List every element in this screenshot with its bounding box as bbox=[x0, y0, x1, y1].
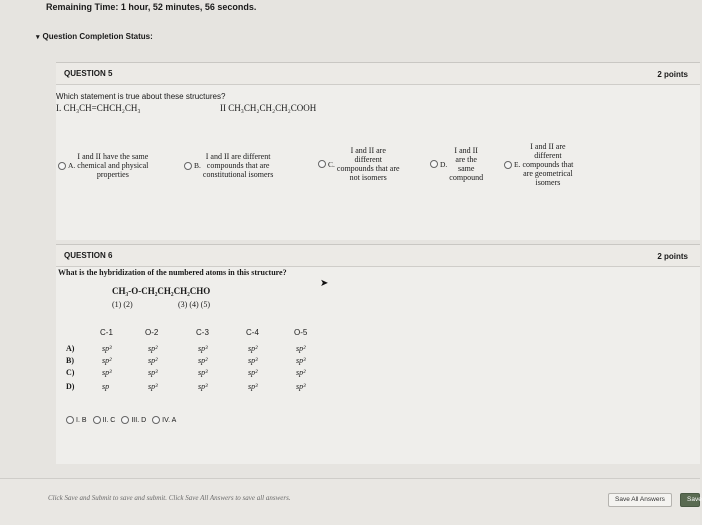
cell-c-4: sp² bbox=[248, 368, 258, 377]
option-d-line3: same bbox=[457, 164, 475, 173]
radio-c[interactable] bbox=[318, 160, 326, 168]
option-b-line1: I and II are different bbox=[205, 152, 271, 161]
radio-ii[interactable] bbox=[93, 416, 101, 424]
question-completion-status[interactable] bbox=[36, 32, 153, 41]
option-a[interactable] bbox=[58, 152, 148, 179]
cell-a-5: sp² bbox=[296, 344, 306, 353]
question-6 bbox=[56, 244, 700, 464]
completion-label: Question Completion Status: bbox=[42, 32, 153, 41]
question-5-header bbox=[56, 63, 700, 85]
structure-1: I. CH₃CH=CHCH₂CH₃ bbox=[56, 103, 141, 113]
radio-d[interactable] bbox=[430, 160, 438, 168]
option-c-line4: not isomers bbox=[349, 173, 387, 182]
radio-iii[interactable] bbox=[121, 416, 129, 424]
option-c-line3: compounds that are bbox=[336, 164, 400, 173]
cell-d-4: sp³ bbox=[248, 382, 258, 391]
option-d-line1: I and II bbox=[454, 146, 478, 155]
option-iii[interactable] bbox=[121, 416, 146, 424]
cell-d-2: sp³ bbox=[148, 382, 158, 391]
question-5-points: 2 points bbox=[657, 70, 688, 79]
cell-c-2: sp³ bbox=[148, 368, 158, 377]
row-b-label: B) bbox=[66, 356, 74, 365]
option-b[interactable] bbox=[184, 152, 273, 179]
remaining-time: Remaining Time: 1 hour, 52 minutes, 56 seconds. bbox=[46, 2, 257, 12]
cell-a-4: sp² bbox=[248, 344, 258, 353]
option-i-label: I. B bbox=[76, 416, 87, 424]
option-e-letter: E. bbox=[514, 160, 521, 169]
cell-b-5: sp³ bbox=[296, 356, 306, 365]
option-b-line2: compounds that are bbox=[206, 161, 270, 170]
option-c-line1: I and II are bbox=[350, 146, 386, 155]
footer bbox=[0, 478, 700, 525]
cell-d-5: sp³ bbox=[296, 382, 306, 391]
option-b-line3: constitutional isomers bbox=[202, 170, 274, 179]
radio-a[interactable] bbox=[58, 162, 66, 170]
question-5-number: QUESTION 5 bbox=[64, 69, 113, 78]
question-5-prompt: Which statement is true about these structures? bbox=[56, 92, 226, 101]
question-6-options bbox=[66, 416, 182, 424]
option-iv[interactable] bbox=[152, 416, 176, 424]
option-e[interactable] bbox=[504, 142, 573, 187]
option-d-line4: compound bbox=[449, 173, 484, 182]
cell-c-3: sp³ bbox=[198, 368, 208, 377]
option-a-line1: I and II have the same bbox=[77, 152, 149, 161]
question-6-number: QUESTION 6 bbox=[64, 251, 113, 260]
col-o2: O-2 bbox=[145, 328, 159, 337]
cell-d-3: sp³ bbox=[198, 382, 208, 391]
option-c[interactable] bbox=[318, 146, 400, 182]
option-e-line1: I and II are bbox=[530, 142, 566, 151]
atom-numbers-left: (1) (2) bbox=[112, 300, 133, 309]
cell-b-4: sp³ bbox=[248, 356, 258, 365]
option-d-line2: are the bbox=[455, 155, 477, 164]
option-ii[interactable] bbox=[93, 416, 116, 424]
mouse-cursor-icon: ➤ bbox=[320, 278, 329, 289]
option-a-line2: chemical and physical bbox=[77, 161, 149, 170]
option-d[interactable] bbox=[430, 146, 483, 182]
col-c3: C-3 bbox=[196, 328, 209, 337]
col-c1: C-1 bbox=[100, 328, 113, 337]
cell-a-1: sp³ bbox=[102, 344, 112, 353]
option-a-letter: A. bbox=[68, 161, 76, 170]
save-all-answers-button[interactable]: Save All Answers bbox=[608, 493, 672, 507]
option-e-line4: are geometrical bbox=[523, 169, 573, 178]
option-c-letter: C. bbox=[328, 159, 335, 169]
cell-a-3: sp³ bbox=[198, 344, 208, 353]
footer-note: Click Save and Submit to save and submit. Click Save All Answers to save all answers. bbox=[48, 494, 291, 502]
question-6-header bbox=[56, 245, 700, 267]
col-c4: C-4 bbox=[246, 328, 259, 337]
cell-c-1: sp³ bbox=[102, 368, 112, 377]
option-e-line3: compounds that bbox=[522, 160, 574, 169]
save-and-submit-button[interactable]: Save bbox=[680, 493, 700, 507]
option-d-letter: D. bbox=[440, 159, 448, 169]
col-o5: O-5 bbox=[294, 328, 308, 337]
option-b-letter: B. bbox=[194, 161, 201, 170]
option-c-line2: different bbox=[354, 155, 382, 164]
cell-d-1: sp bbox=[102, 382, 110, 391]
question-6-points: 2 points bbox=[657, 252, 688, 261]
option-e-line2: different bbox=[534, 151, 562, 160]
cell-a-2: sp² bbox=[148, 344, 158, 353]
row-d-label: D) bbox=[66, 382, 75, 391]
row-c-label: C) bbox=[66, 368, 75, 377]
cell-b-2: sp² bbox=[148, 356, 158, 365]
option-iii-label: III. D bbox=[131, 416, 147, 424]
option-a-line3: properties bbox=[96, 170, 129, 179]
structure-2: II CH₃CH₂CH₂CH₂COOH bbox=[220, 103, 317, 113]
row-a-label: A) bbox=[66, 344, 75, 353]
cell-c-5: sp² bbox=[296, 368, 306, 377]
radio-e[interactable] bbox=[504, 161, 512, 169]
question-6-prompt: What is the hybridization of the numbered atoms in this structure? bbox=[58, 268, 287, 277]
atom-numbers-right: (3) (4) (5) bbox=[178, 300, 210, 309]
radio-b[interactable] bbox=[184, 162, 192, 170]
radio-i[interactable] bbox=[66, 416, 74, 424]
option-ii-label: II. C bbox=[102, 416, 116, 424]
cell-b-3: sp² bbox=[198, 356, 208, 365]
radio-iv[interactable] bbox=[152, 416, 160, 424]
question-6-structure: CH₃-O-CH₂CH₂CH₂CHO bbox=[112, 286, 211, 296]
option-iv-label: IV. A bbox=[162, 416, 177, 424]
chevron-down-icon[interactable]: ▾ bbox=[36, 34, 40, 41]
option-i[interactable] bbox=[66, 416, 87, 424]
cell-b-1: sp² bbox=[102, 356, 112, 365]
option-e-line5: isomers bbox=[535, 178, 561, 187]
